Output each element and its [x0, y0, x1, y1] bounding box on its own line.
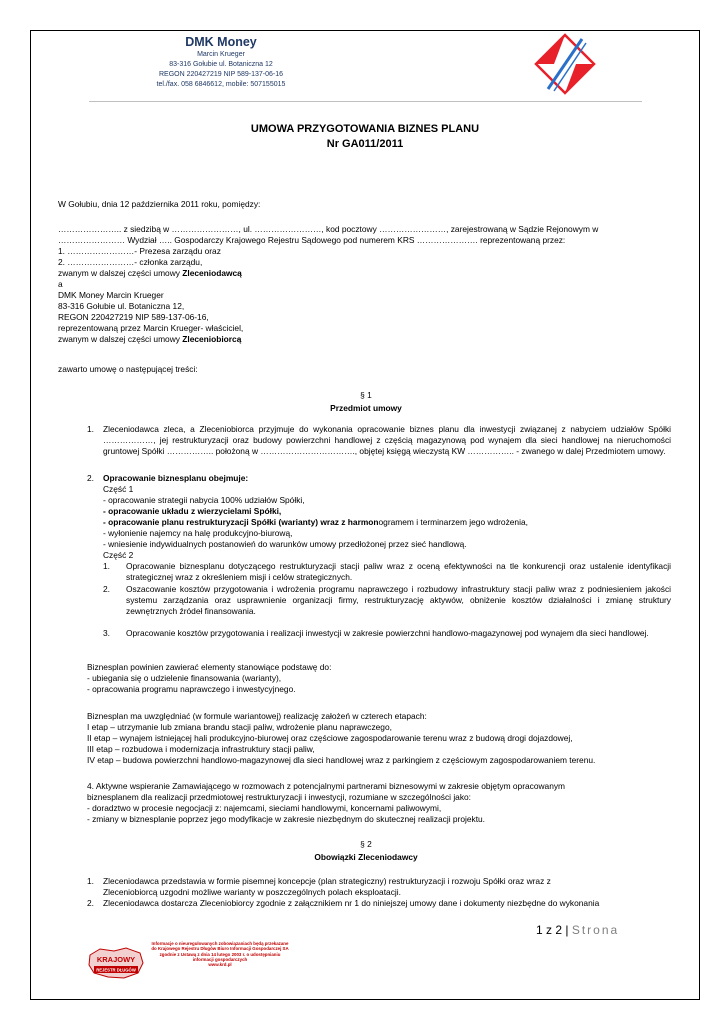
biz2-line5: IV etap – budowa powierzchni handlowo-magazynowej dla sieci handlowej wraz z parkingiem z częściowym zagospodarowaniem terenu.: [87, 755, 596, 765]
krd-logo-icon: [86, 945, 146, 981]
part1-bullet1: - opracowanie strategii nabycia 100% udziałów Spółki,: [103, 495, 305, 505]
party1-line4: 2. ……………………- członka zarządu,: [58, 257, 203, 267]
party1-line2: …………………… Wydział ….. Gospodarczy Krajowego Rejestru Sądowego pod numerem KRS …………………. reprezentowaną przez:: [58, 235, 566, 245]
part1-label: Część 1: [103, 484, 134, 494]
biz2-line2: I etap – utrzymanie lub zmiana brandu stacji paliw, wdrożenie planu naprawczego,: [87, 722, 392, 732]
p4-line1: 4. Aktywne wspieranie Zamawiającego w rozmowach z potencjalnymi partnerami biznesowymi w zakresie objętym opracowanym: [87, 781, 566, 791]
part2-item3-number: 3.: [103, 628, 110, 638]
part2-item2-text: Oszacowanie kosztów przygotowania i wdrożenia programu naprawczego i rozbudowy infrastruktury stacji paliw wraz z podniesieniem jakości systemu zarządzania oraz usprawnienie organizacji firmy, restrukturyzację aktywów, obniżenie kosztów działalności i zmianę struktury zewnętrznych źródeł finansowania.: [126, 584, 671, 616]
p4-line4: - zmiany w biznesplanie poprzez jego modyfikacje w zakresie niezbędnym do skutecznej realizacji projektu.: [87, 814, 486, 824]
part1-bullet3: [103, 517, 528, 528]
company-block: [121, 34, 321, 90]
contract-number: Nr GA011/2011: [326, 138, 404, 150]
part2-item1-number: 1.: [103, 561, 110, 571]
party2-line3: REGON 220427219 NIP 589-137-06-16,: [58, 312, 209, 322]
s2-item2-text: Zleceniodawca dostarcza Zleceniobiorcy zgodnie z załącznikiem nr 1 do niniejszej umowy dane i dokumenty niezbędne do wykonania: [103, 898, 600, 908]
letterhead: [31, 31, 699, 103]
p4-line2: biznesplanem dla realizacji przedmiotowej restrukturyzacji i inwestycji, rozumiane w szczególności jako:: [87, 792, 472, 802]
krd-url[interactable]: www.krd.pl: [208, 962, 232, 968]
section1-number: § 1: [360, 390, 372, 400]
part1-bullet5: - wniesienie indywidualnych postanowień do warunków umowy przedłożonej przez sieć handlową.: [103, 539, 467, 549]
part1-bullet2: - opracowanie układu z wierzycielami Spółki,: [103, 506, 282, 516]
page-separator: |: [562, 923, 572, 937]
company-address: 83-316 Gołubie ul. Botaniczna 12: [169, 61, 273, 68]
concluded-text: zawarto umowę o następującej treści:: [58, 364, 198, 374]
party2-role-name: Zleceniobiorcą: [182, 334, 242, 344]
krd-notice: [150, 941, 290, 967]
page-word: Strona: [571, 923, 620, 937]
krd-logo-subtext: REJESTR DŁUGÓW: [96, 967, 136, 973]
party2-line2: 83-316 Gołubie ul. Botaniczna 12,: [58, 301, 185, 311]
intro-text: W Gołubiu, dnia 12 października 2011 roku, pomiędzy:: [58, 199, 261, 209]
biz2-line3: II etap – wynajem istniejącej hali produkcyjno-biurowej oraz częściowe zagospodarowanie terenu wraz z budową drogi dojazdowej,: [87, 733, 573, 743]
company-logo-icon: [534, 33, 596, 95]
company-name: DMK Money: [185, 35, 257, 49]
biz1-line3: - opracowania programu naprawczego i inwestycyjnego.: [87, 684, 296, 694]
company-owner: Marcin Krueger: [197, 51, 245, 58]
section2-title: Obowiązki Zleceniodawcy: [314, 852, 418, 862]
s1-item1-text: Zleceniodawca zleca, a Zleceniobiorca przyjmuje do wykonania opracowanie biznes planu dla inwestycji związanej z nabyciem udziałów Spółki ………………, jej restrukturyzacji oraz budowy powierzchni handlowej z częścią magazynową pod wynajem dla sieci handlowej na nieruchomości gruntowej Spółki …………….. położoną w ……………………………., objętej księgą wieczystą KW …………….. - zwanego w dalej Przedmiotem umowy.: [103, 424, 671, 456]
biz2-line1: Biznesplan ma uwzględniać (w formule wariantowej) realizację założeń w czterech etapach:: [87, 711, 427, 721]
page-number: 1 z 2: [536, 923, 563, 937]
s2-item1-line1: Zleceniodawca przedstawia w formie pisemnej koncepcje (plan strategiczny) restrukturyzacji i rozwoju Spółki oraz wraz z: [103, 876, 551, 886]
part2-label: Część 2: [103, 550, 134, 560]
party1-role-prefix: zwanym w dalszej części umowy: [58, 268, 183, 278]
krd-logo-text: KRAJOWY: [96, 955, 136, 964]
part1-bullet3-rest: ogramem i terminarzem jego wdrożenia,: [378, 517, 528, 527]
and-text: a: [58, 279, 63, 289]
part2-item1-text: Opracowanie biznesplanu dotyczącego restrukturyzacji stacji paliw wraz z oceną efektywności na tle konkurencji oraz ustalenie identyfikacji strategicznej wraz z określeniem misji i celów strategicznych.: [126, 561, 671, 582]
page-indicator: [536, 923, 619, 937]
biz1-line2: - ubiegania się o udzielenie finansowania (warianty),: [87, 673, 282, 683]
part1-bullet4: - wyłonienie najemcy na halę produkcyjno-biurową,: [103, 528, 293, 538]
party2-line4: reprezentowaną przez Marcin Krueger- właściciel,: [58, 323, 244, 333]
party2-role-prefix: zwanym w dalszej części umowy: [58, 334, 183, 344]
part1-bullet3-bold: - opracowanie planu restrukturyzacji Spółki (warianty) wraz z harmon: [103, 517, 379, 527]
s2-item1-line2: Zleceniobiorcą uzgodni możliwe warianty w poszczególnych polach eksploatacji.: [103, 887, 401, 897]
s1-item2-title: Opracowanie biznesplanu obejmuje:: [103, 473, 249, 483]
party1-line1: ………………….. z siedzibą w ……………………, ul. ……………………, kod pocztowy ……………………, zarejestrowaną w Sądzie Rejonowym w: [58, 224, 599, 234]
party2-role: [58, 334, 241, 345]
section2-number: § 2: [360, 839, 372, 849]
s1-item2-number: 2.: [87, 473, 94, 483]
document-page: [30, 30, 700, 1000]
party2-line1: DMK Money Marcin Krueger: [58, 290, 164, 300]
company-phone: tel./fax. 058 6846612, mobile: 507155015: [156, 81, 286, 88]
krd-notice-text: Informacje o nieuregulowanych zobowiązaniach będą przekazane do Krajowego Rejestru Długów Biuro Informacji Gospodarczej SA zgodnie z Ustawą z dnia 14 lutego 2003 r. o udostępnianiu informacji gospodarczych: [151, 941, 289, 962]
krd-stamp: [86, 939, 296, 989]
s1-item1-number: 1.: [87, 424, 94, 434]
company-registration: REGON 220427219 NIP 589-137-06-16: [158, 71, 283, 78]
p4-line3: - doradztwo w procesie negocjacji z: najemcami, sieciami handlowymi, koncernami paliwowymi,: [87, 803, 442, 813]
party1-line3: 1. ……………………- Prezesa zarządu oraz: [58, 246, 221, 256]
header-divider: [89, 101, 642, 102]
part2-item3-text: Opracowanie kosztów przygotowania i realizacji inwestycji w zakresie powierzchni handlowo-magazynowej pod wynajem dla sieci handlowej.: [126, 628, 649, 638]
section1-title: Przedmiot umowy: [330, 403, 402, 413]
biz2-line4: III etap – rozbudowa i modernizacja infrastruktury stacji paliw,: [87, 744, 315, 754]
biz1-line1: Biznesplan powinien zawierać elementy stanowiące podstawę do:: [87, 662, 332, 672]
s2-item1-number: 1.: [87, 876, 94, 886]
s2-item2-number: 2.: [87, 898, 94, 908]
part2-item2-number: 2.: [103, 584, 110, 594]
party1-role: [58, 268, 242, 279]
party1-role-name: Zleceniodawcą: [182, 268, 242, 278]
contract-title: UMOWA PRZYGOTOWANIA BIZNES PLANU: [250, 123, 480, 135]
